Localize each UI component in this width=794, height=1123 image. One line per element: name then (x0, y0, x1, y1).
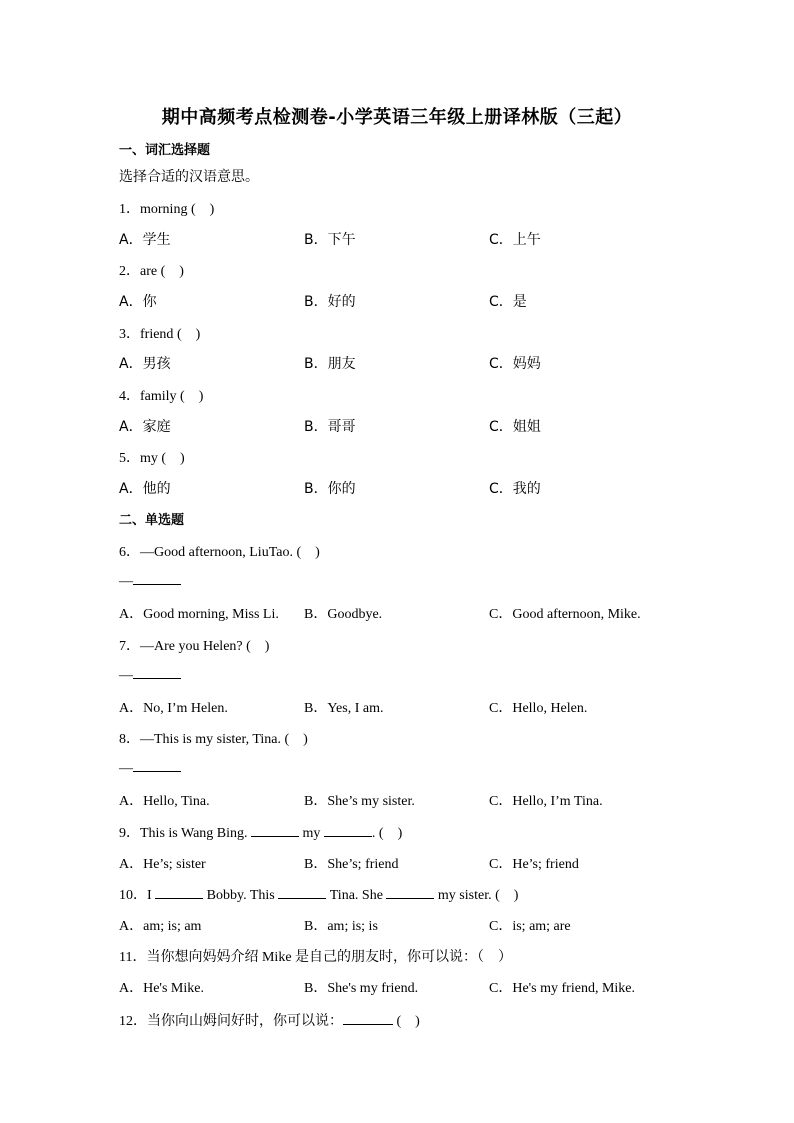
question-number: 2． (119, 264, 140, 279)
section-heading-single-choice: 二、单选题 (119, 513, 185, 528)
option-a: A．Good morning, Miss Li. (119, 607, 279, 622)
question-8 (119, 728, 308, 748)
option-c: C．是 (489, 294, 527, 310)
option-b: B．朋友 (304, 356, 356, 372)
question-number: 3． (119, 327, 140, 342)
answer-blank (324, 824, 372, 837)
question-number: 11． (119, 950, 147, 965)
option-c: C．He’s; friend (489, 857, 579, 872)
question-9 (119, 822, 402, 842)
answer-line (119, 572, 181, 590)
option-b: B．Goodbye. (304, 607, 383, 622)
option-c: C．Hello, Helen. (489, 701, 588, 716)
option-c: C．上午 (489, 232, 541, 248)
question-number: 9． (119, 826, 140, 841)
option-c: C．我的 (489, 481, 541, 497)
option-a: A．No, I’m Helen. (119, 701, 228, 716)
answer-line (119, 666, 181, 684)
question-3 (119, 323, 200, 343)
option-a: A．他的 (119, 481, 171, 497)
question-word: morning (140, 202, 188, 217)
question-word: my (140, 451, 158, 466)
question-text-part: my sister. ( ) (437, 888, 519, 903)
dash: — (119, 574, 133, 589)
option-b: B．She’s my sister. (304, 794, 415, 809)
option-b: B．下午 (304, 232, 356, 248)
question-text-part: I (147, 888, 152, 903)
option-c: C．Hello, I’m Tina. (489, 794, 603, 809)
answer-parentheses: ( ) (190, 202, 215, 217)
question-text-part: This is Wang Bing. (140, 826, 248, 841)
page-title: 期中高频考点检测卷-小学英语三年级上册译林版（三起） (161, 107, 633, 128)
option-c: C．He's my friend, Mike. (489, 981, 636, 996)
question-text-part: 是自己的朋友时，你可以说：（ ） (295, 949, 513, 965)
answer-parentheses: ( ) (160, 264, 184, 279)
question-text-part: Mike (261, 950, 292, 965)
option-c: C．妈妈 (489, 356, 541, 372)
answer-parentheses: ( ) (176, 327, 201, 342)
question-text-part: 当你想向妈妈介绍 (146, 949, 259, 965)
question-number: 10． (119, 888, 147, 903)
question-text-part: . ( ) (371, 826, 403, 841)
question-text-part: 当你向山姆问好时，你可以说： (147, 1013, 343, 1029)
answer-blank (386, 886, 434, 899)
answer-blank (251, 824, 299, 837)
answer-blank (133, 572, 181, 585)
answer-blank (343, 1012, 393, 1025)
question-text: —Are you Helen? ( ) (140, 639, 270, 654)
option-a: A．am; is; am (119, 919, 202, 934)
answer-blank (155, 886, 203, 899)
question-12 (119, 1010, 420, 1030)
option-b: B．你的 (304, 481, 356, 497)
option-b: B．am; is; is (304, 919, 378, 934)
dash: — (119, 668, 133, 683)
question-number: 6． (119, 545, 140, 560)
question-number: 1． (119, 202, 140, 217)
option-b: B．She's my friend. (304, 981, 419, 996)
option-a: A．家庭 (119, 419, 171, 435)
option-a: A．He's Mike. (119, 981, 204, 996)
option-c: C．姐姐 (489, 419, 541, 435)
answer-parentheses: ( ) (161, 451, 185, 466)
option-a: A．He’s; sister (119, 857, 206, 872)
question-11 (119, 946, 512, 966)
answer-blank (133, 759, 181, 772)
option-a: A．男孩 (119, 356, 171, 372)
option-a: A．你 (119, 294, 157, 310)
question-number: 7． (119, 639, 140, 654)
question-5 (119, 447, 185, 467)
option-a: A．学生 (119, 232, 171, 248)
question-6 (119, 541, 320, 561)
option-b: B．Yes, I am. (304, 701, 384, 716)
question-2 (119, 260, 184, 280)
question-word: are (140, 264, 158, 279)
answer-parentheses: ( ) (396, 1014, 420, 1029)
question-text-part: Bobby. This (206, 888, 275, 903)
answer-parentheses: ( ) (180, 389, 204, 404)
answer-blank (133, 666, 181, 679)
option-b: B．She’s; friend (304, 857, 399, 872)
dash: — (119, 761, 133, 776)
question-1 (119, 198, 214, 218)
section-heading-vocab: 一、词汇选择题 (119, 143, 211, 158)
question-text-part: Tina. She (329, 888, 383, 903)
option-a: A．Hello, Tina. (119, 794, 210, 809)
option-b: B．好的 (304, 294, 356, 310)
question-text: —This is my sister, Tina. ( ) (140, 732, 308, 747)
question-word: family (140, 389, 177, 404)
question-number: 5． (119, 451, 140, 466)
question-7 (119, 635, 269, 655)
option-c: C．is; am; are (489, 919, 571, 934)
question-number: 8． (119, 732, 140, 747)
section-instruction: 选择合适的汉语意思。 (119, 169, 259, 185)
question-number: 4． (119, 389, 140, 404)
question-4 (119, 385, 203, 405)
answer-blank (278, 886, 326, 899)
option-c: C．Good afternoon, Mike. (489, 607, 641, 622)
question-number: 12． (119, 1014, 147, 1029)
answer-line (119, 759, 181, 777)
option-b: B．哥哥 (304, 419, 356, 435)
question-text-part: my (302, 826, 321, 841)
question-text: —Good afternoon, LiuTao. ( ) (140, 545, 320, 560)
question-word: friend (140, 327, 174, 342)
question-10 (119, 884, 518, 904)
